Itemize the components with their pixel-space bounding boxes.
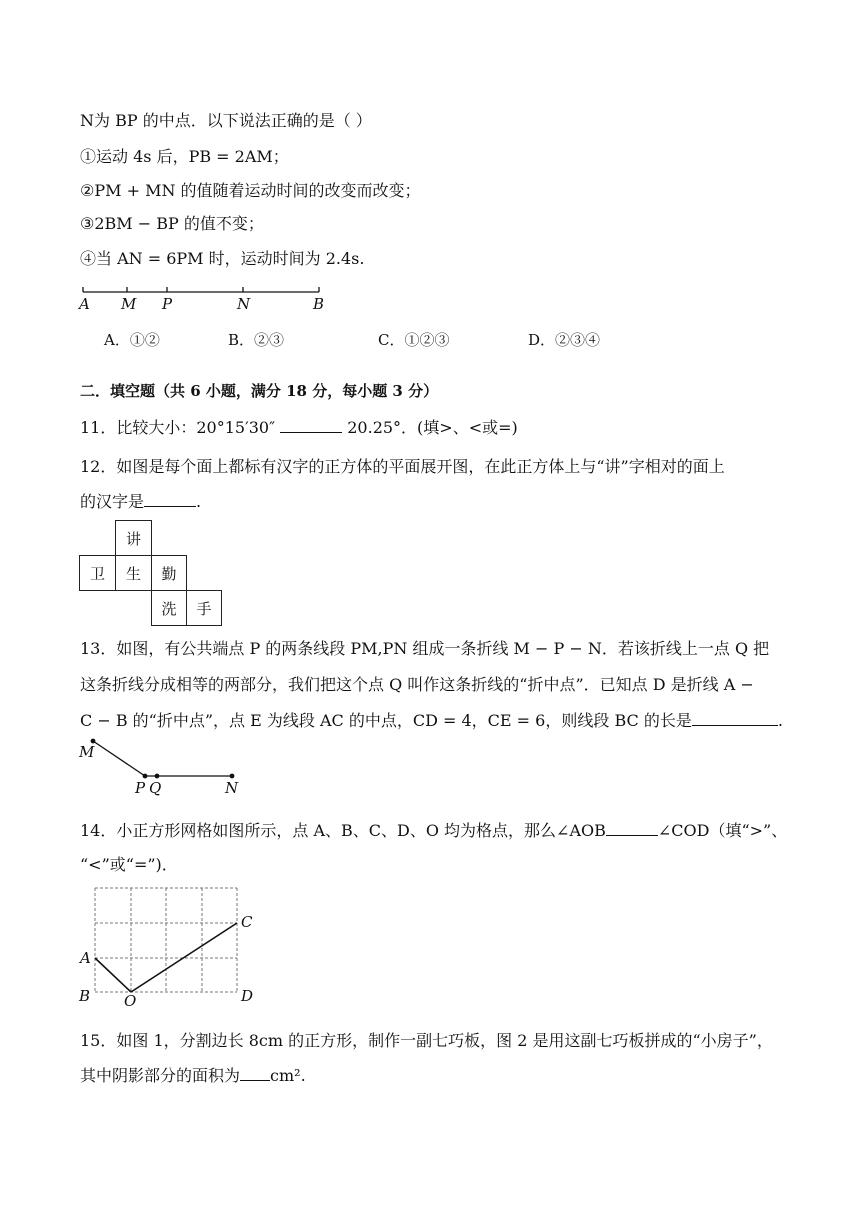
grid-label-a: A bbox=[80, 949, 91, 967]
q11-suffix: 20.25°．(填>、<或=) bbox=[347, 418, 518, 437]
q13-line-3 bbox=[80, 709, 783, 732]
option-c[interactable]: C．①②③ bbox=[378, 331, 450, 349]
q12-line-1: 12．如图是每个面上都标有汉字的正方体的平面展开图，在此正方体上与“讲”字相对的面上 bbox=[80, 457, 725, 476]
polyline-label-p: P bbox=[135, 779, 146, 797]
grid-label-o: O bbox=[124, 992, 137, 1008]
point-label-b: B bbox=[313, 295, 325, 313]
q14-answer-blank[interactable] bbox=[606, 819, 658, 836]
q13-answer-blank[interactable] bbox=[692, 709, 778, 726]
q10-statement-4: ④当 AN = 6PM 时，运动时间为 2.4s. bbox=[80, 249, 365, 268]
polyline-figure bbox=[75, 735, 255, 797]
q15-answer-blank[interactable] bbox=[240, 1064, 270, 1081]
q11-line bbox=[80, 416, 518, 439]
section-heading: 二．填空题（共 6 小题，满分 18 分，每小题 3 分） bbox=[80, 382, 439, 400]
q15-line-1: 15．如图 1，分割边长 8cm 的正方形，制作一副七巧板，图 2 是用这副七巧板拼成的“小房子”， bbox=[80, 1031, 773, 1050]
option-a[interactable]: A．①② bbox=[104, 331, 160, 349]
cube-face-jiang: 讲 bbox=[115, 520, 152, 556]
cube-face-qin: 勤 bbox=[151, 555, 187, 591]
q10-stem-line: N为 BP 的中点．以下说法正确的是（ ） bbox=[80, 111, 372, 130]
q14-prefix: 14．小正方形网格如图所示，点 A、B、C、D、O 均为格点，那么∠AOB bbox=[80, 821, 606, 840]
point-label-a: A bbox=[79, 295, 90, 313]
grid-label-b: B bbox=[79, 987, 91, 1005]
q13-prefix: C − B 的“折中点”，点 E 为线段 AC 的中点，CD = 4，CE = 6，则线段 BC 的长是 bbox=[80, 711, 692, 730]
q15-line-2 bbox=[80, 1064, 306, 1087]
cube-face-wei: 卫 bbox=[79, 555, 116, 591]
q13-line-1: 13．如图，有公共端点 P 的两条线段 PM,PN 组成一条折线 M − P − N．若该折线上一点 Q 把 bbox=[80, 639, 770, 658]
q10-statement-2: ②PM + MN 的值随着运动时间的改变而改变； bbox=[80, 181, 421, 200]
grid-label-c: C bbox=[241, 913, 253, 931]
polyline-label-q: Q bbox=[149, 779, 162, 797]
point-label-n: N bbox=[237, 295, 251, 313]
grid-angle-figure bbox=[75, 882, 265, 1008]
q12-prefix: 的汉字是 bbox=[80, 492, 145, 511]
q10-segment-figure bbox=[75, 282, 335, 314]
polyline-label-n: N bbox=[225, 779, 239, 797]
option-b[interactable]: B．②③ bbox=[228, 331, 285, 349]
cube-face-shou: 手 bbox=[186, 590, 222, 626]
q12-suffix: . bbox=[196, 492, 202, 511]
q15-prefix: 其中阴影部分的面积为 bbox=[80, 1066, 241, 1085]
q10-statement-1: ①运动 4s 后，PB = 2AM； bbox=[80, 147, 289, 166]
point-label-p: P bbox=[162, 295, 173, 313]
polyline-label-m: M bbox=[79, 743, 95, 761]
q11-prefix: 11．比较大小：20°15′30″ bbox=[80, 418, 276, 437]
point-label-m: M bbox=[121, 295, 137, 313]
q12-answer-blank[interactable] bbox=[144, 490, 196, 507]
cube-face-sheng: 生 bbox=[115, 555, 152, 591]
q14-suffix: ∠COD（填“>”、 bbox=[657, 821, 788, 840]
q14-line-2: “<”或“=”)． bbox=[80, 855, 178, 874]
q13-suffix: . bbox=[777, 711, 783, 730]
cube-face-xi: 洗 bbox=[151, 590, 187, 626]
q15-unit: cm². bbox=[270, 1066, 306, 1085]
q12-line-2 bbox=[80, 490, 201, 513]
grid-label-d: D bbox=[241, 987, 254, 1005]
q14-line-1 bbox=[80, 819, 787, 842]
q11-answer-blank[interactable] bbox=[280, 416, 342, 433]
option-d[interactable]: D．②③④ bbox=[528, 331, 601, 349]
q10-statement-3: ③2BM − BP 的值不变； bbox=[80, 214, 264, 233]
q13-line-2: 这条折线分成相等的两部分，我们把这个点 Q 叫作这条折线的“折中点”．已知点 D 是折线 A − bbox=[80, 675, 754, 694]
